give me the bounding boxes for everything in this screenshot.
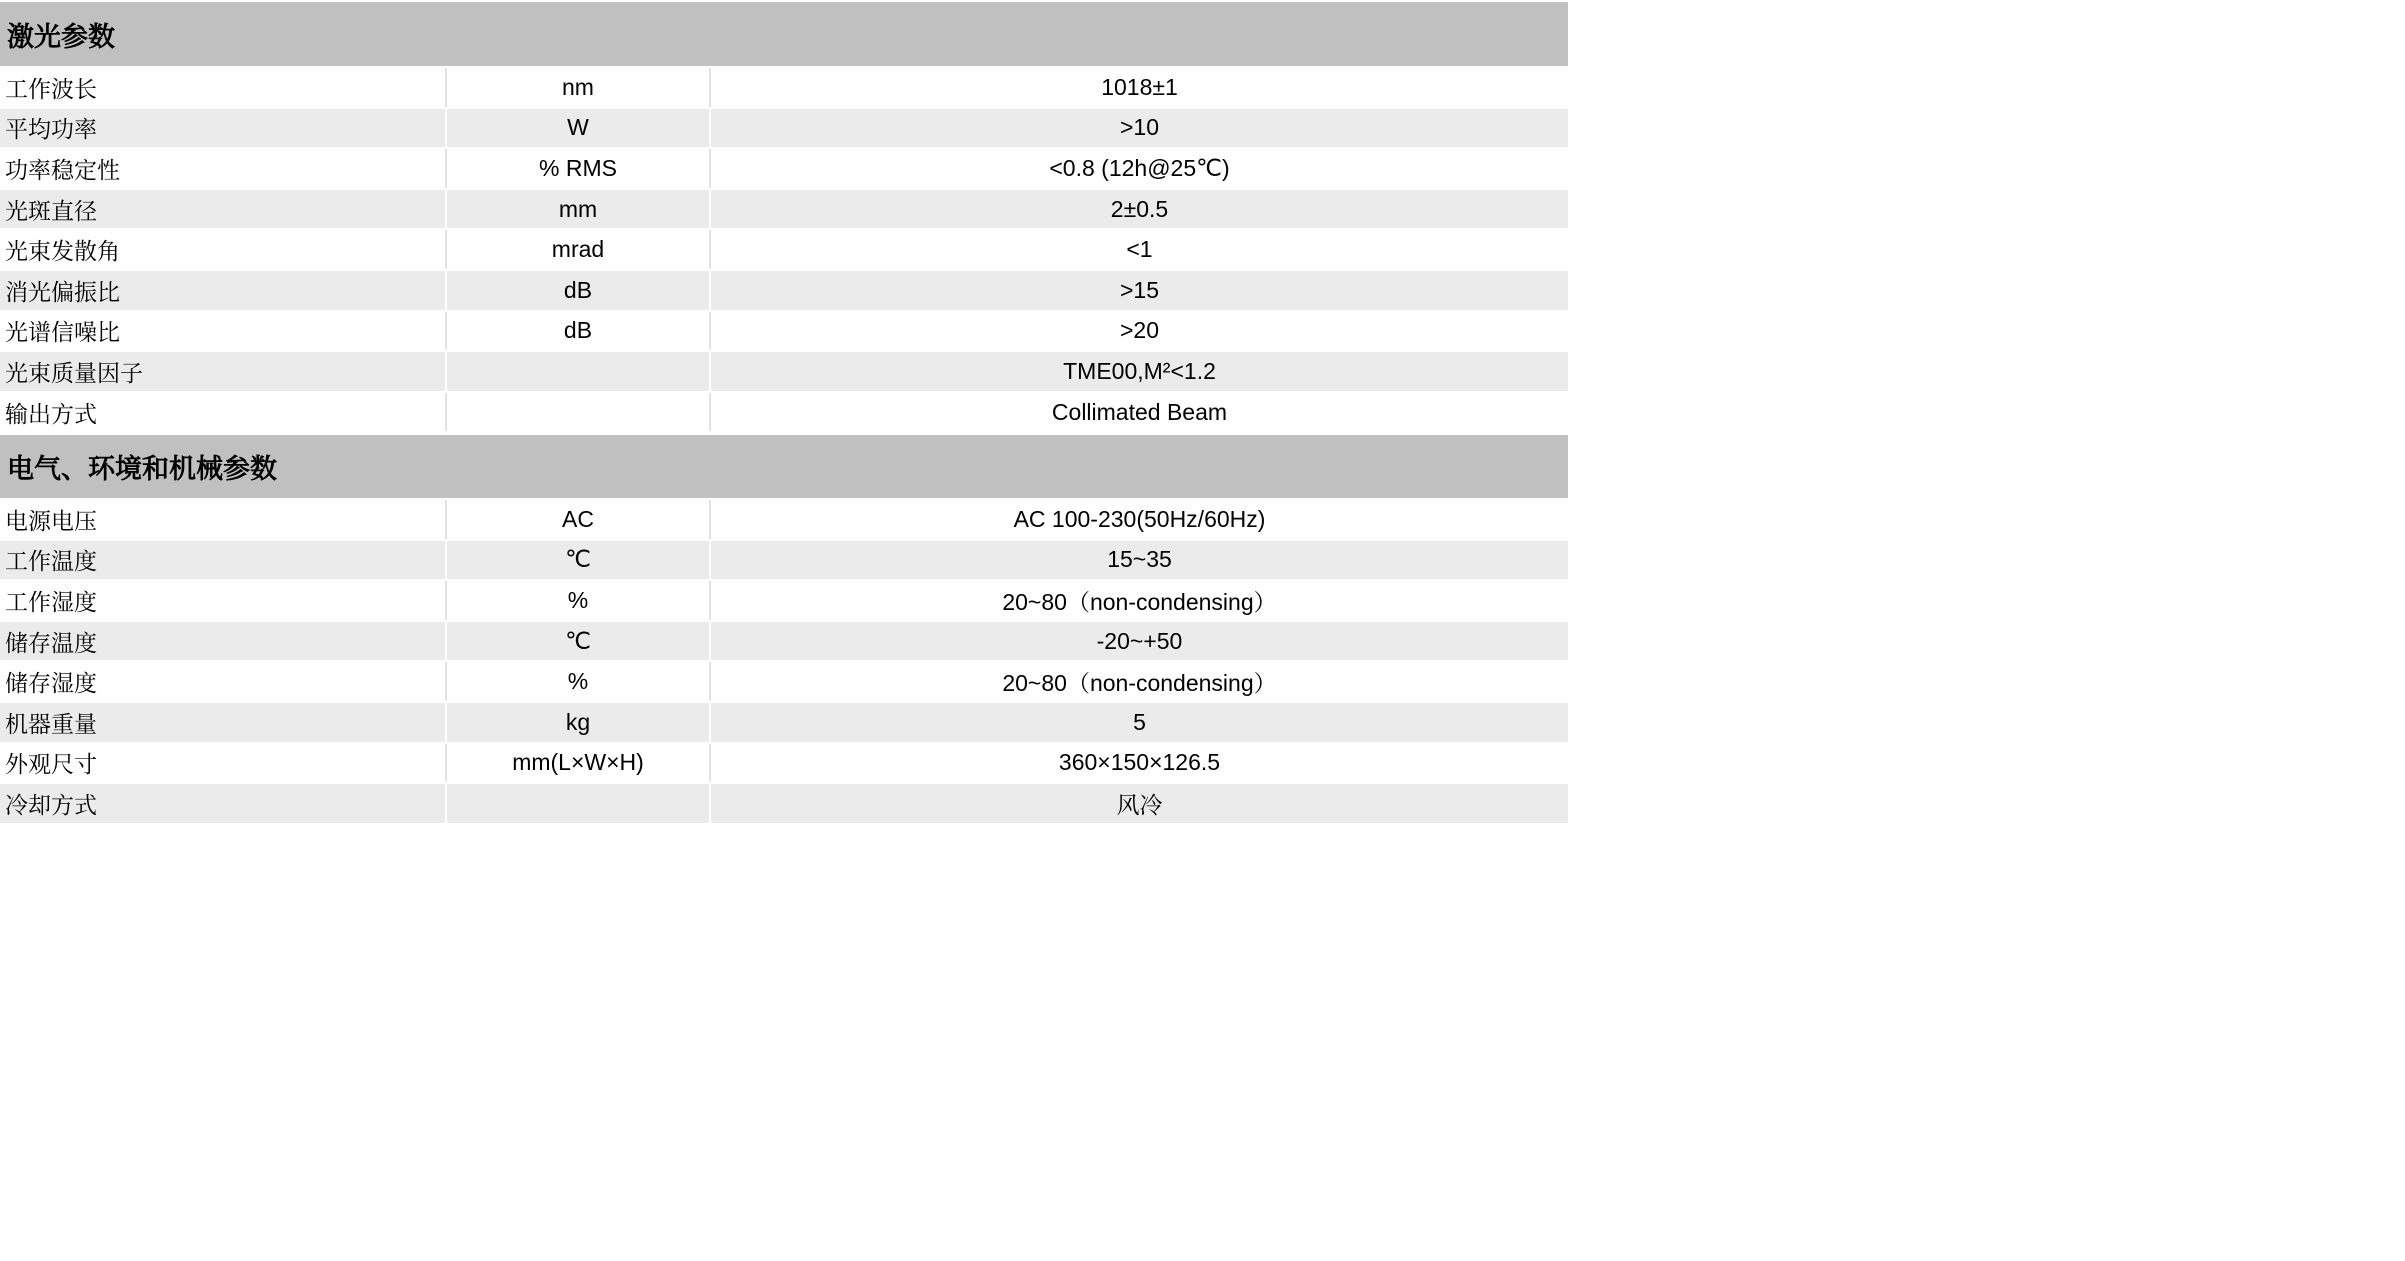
param-unit: mm: [445, 190, 709, 229]
spec-sheet: [0, 0, 1568, 823]
table-row: [0, 149, 1568, 190]
param-value: >20: [709, 312, 1568, 351]
param-name: 工作温度: [5, 549, 97, 576]
section-header-electrical-params: 电气、环境和机械参数: [0, 433, 1568, 500]
param-name: 光谱信噪比: [5, 320, 120, 347]
param-name: 功率稳定性: [5, 157, 120, 184]
param-value: 5: [709, 703, 1568, 742]
table-row: [0, 271, 1568, 312]
electrical-params-table: [0, 500, 1568, 825]
table-row: [0, 662, 1568, 703]
table-row: [0, 581, 1568, 622]
param-unit: % RMS: [445, 149, 709, 188]
table-row: [0, 541, 1568, 582]
table-row: [0, 784, 1568, 825]
param-unit: mrad: [445, 230, 709, 269]
param-value: 360×150×126.5: [709, 744, 1568, 783]
param-unit: mm(L×W×H): [445, 744, 709, 783]
param-unit: [445, 352, 709, 391]
param-value: -20~+50: [709, 622, 1568, 661]
param-value: Collimated Beam: [709, 393, 1568, 432]
param-name: 消光偏振比: [5, 279, 120, 306]
table-row: [0, 500, 1568, 541]
table-row: [0, 393, 1568, 434]
param-value: 20~80（non-condensing）: [709, 662, 1568, 701]
param-unit: [445, 393, 709, 432]
param-value: AC 100-230(50Hz/60Hz): [709, 500, 1568, 539]
param-unit: %: [445, 581, 709, 620]
param-name: 外观尺寸: [5, 752, 97, 779]
table-row: [0, 744, 1568, 785]
param-name: 光斑直径: [5, 198, 97, 225]
param-unit: ℃: [445, 622, 709, 661]
param-name: 电源电压: [5, 508, 97, 535]
param-value: 15~35: [709, 541, 1568, 580]
param-unit: %: [445, 662, 709, 701]
param-value: 20~80（non-condensing）: [709, 581, 1568, 620]
param-name: 冷却方式: [5, 792, 97, 819]
param-unit: dB: [445, 312, 709, 351]
param-name: 工作波长: [5, 76, 97, 103]
param-name: 光束发散角: [5, 239, 120, 266]
param-unit: W: [445, 109, 709, 148]
param-unit: nm: [445, 68, 709, 107]
table-row: [0, 622, 1568, 663]
param-name: 输出方式: [5, 401, 97, 428]
param-name: 工作湿度: [5, 589, 97, 616]
param-value: 2±0.5: [709, 190, 1568, 229]
param-unit: kg: [445, 703, 709, 742]
param-unit: AC: [445, 500, 709, 539]
table-row: [0, 190, 1568, 231]
param-value: <0.8 (12h@25℃): [709, 149, 1568, 188]
table-row: [0, 230, 1568, 271]
table-row: [0, 68, 1568, 109]
param-name: 储存湿度: [5, 671, 97, 698]
param-name: 机器重量: [5, 711, 97, 738]
section-header-laser-params: 激光参数: [0, 0, 1568, 68]
table-row: [0, 109, 1568, 150]
param-unit: [445, 784, 709, 823]
param-value: 1018±1: [709, 68, 1568, 107]
param-name: 光束质量因子: [5, 360, 143, 387]
param-value: >10: [709, 109, 1568, 148]
param-unit: dB: [445, 271, 709, 310]
param-unit: ℃: [445, 541, 709, 580]
param-value: >15: [709, 271, 1568, 310]
param-value: 风冷: [709, 784, 1568, 823]
laser-params-table: [0, 68, 1568, 433]
table-row: [0, 352, 1568, 393]
table-row: [0, 312, 1568, 353]
param-value: <1: [709, 230, 1568, 269]
table-row: [0, 703, 1568, 744]
param-name: 储存温度: [5, 630, 97, 657]
param-name: 平均功率: [5, 117, 97, 144]
param-value: TME00,M²<1.2: [709, 352, 1568, 391]
